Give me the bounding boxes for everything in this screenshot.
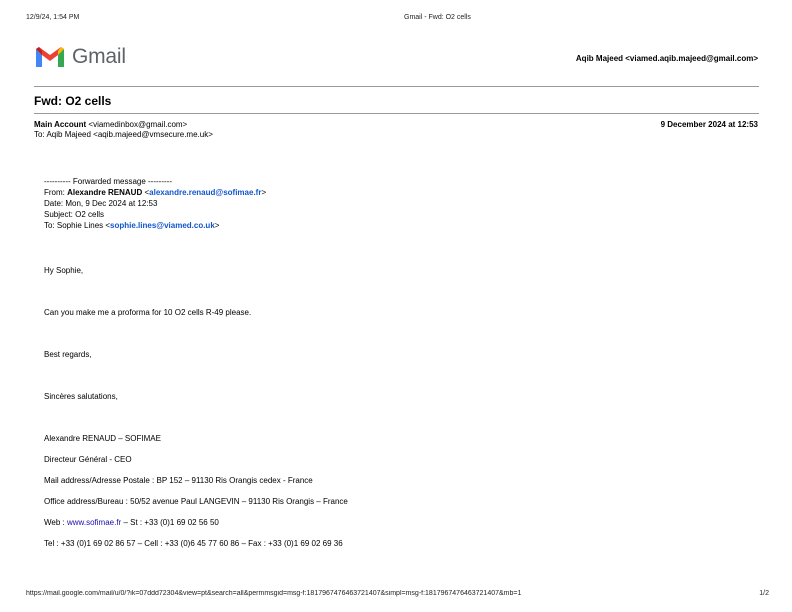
forward-date: Date: Mon, 9 Dec 2024 at 12:53 [44,199,158,208]
sender-name: Main Account [34,120,87,129]
message-request: Can you make me a proforma for 10 O2 cells R-49 please. [44,308,252,317]
forward-subject: Subject: O2 cells [44,210,105,219]
signature-name: Alexandre RENAUD – SOFIMAE [44,434,161,443]
forward-to-email-link[interactable]: sophie.lines@viamed.co.uk [110,221,215,230]
signature-phones: Tel : +33 (0)1 69 02 86 57 – Cell : +33 (0)6 45 77 60 86 – Fax : +33 (0)1 69 02 69 36 [44,539,343,548]
header-divider [34,86,759,87]
print-page-number: 1/2 [759,590,769,597]
signature-web-link[interactable]: www.sofimae.fr [66,518,122,527]
print-page-title: Gmail - Fwd: O2 cells [404,14,471,21]
print-footer-url: https://mail.google.com/mail/u/0/?ik=07ddd72304&view=pt&search=all&permmsgid=msg-f:1817967476463721407&simpl=msg-f:1817967476463721407&mb=1 [26,590,522,597]
print-datetime: 12/9/24, 1:54 PM [26,14,80,21]
gmail-m-icon [34,45,66,69]
forward-from: From: Alexandre RENAUD <alexandre.renaud@sofimae.fr> [44,188,267,197]
forward-separator: ---------- Forwarded message --------- [44,177,172,186]
signature-mail-address: Mail address/Adresse Postale : BP 152 – 91130 Ris Orangis cedex - France [44,476,313,485]
sender-line [34,120,187,129]
email-subject: Fwd: O2 cells [34,94,112,108]
subject-divider [34,113,759,114]
sender-address: <viamedinbox@gmail.com> [88,120,188,129]
recipient-line: To: Aqib Majeed <aqib.majeed@vmsecure.me.uk> [34,130,213,139]
email-date: 9 December 2024 at 12:53 [660,120,758,129]
signature-role: Directeur Général - CEO [44,455,132,464]
signature-web: Web : www.sofimae.fr – St : +33 (0)1 69 02 56 50 [44,518,219,527]
gmail-logo[interactable] [34,44,134,70]
message-regards: Best regards, [44,350,92,359]
account-label: Aqib Majeed <viamed.aqib.majeed@gmail.com> [575,54,758,63]
message-greeting: Hy Sophie, [44,266,84,275]
forward-from-name: Alexandre RENAUD [67,188,143,197]
forward-from-email-link[interactable]: alexandre.renaud@sofimae.fr [149,188,262,197]
signature-office-address: Office address/Bureau : 50/52 avenue Paul LANGEVIN – 91130 Ris Orangis – France [44,497,348,506]
gmail-wordmark: Gmail [72,45,126,68]
forward-to: To: Sophie Lines <sophie.lines@viamed.co.uk> [44,221,220,230]
message-salutation: Sincères salutations, [44,392,118,401]
